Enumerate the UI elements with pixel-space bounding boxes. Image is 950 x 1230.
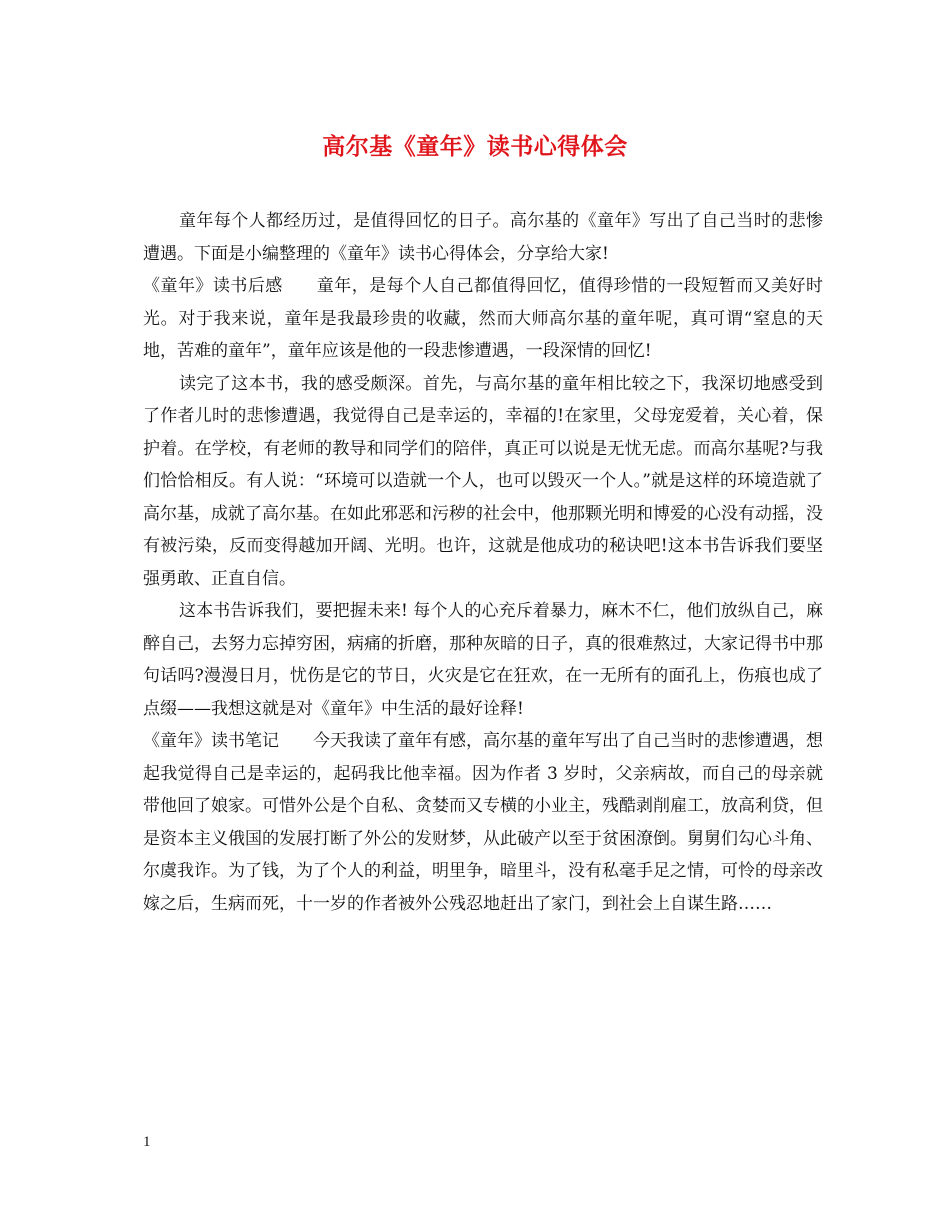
section-text-impressions: 童年，是每个人自己都值得回忆，值得珍惜的一段短暂而又美好时光。对于我来说，童年是我最珍贵的收藏，然而大师高尔基的童年呢，真可谓“窒息的天地，苦难的童年”，童年应该是他的一段悲惨遭遇，一段深情的回忆! bbox=[143, 276, 824, 361]
document-body bbox=[143, 205, 823, 920]
page-number: 1 bbox=[143, 1134, 151, 1150]
intro-paragraph: 童年每个人都经历过，是值得回忆的日子。高尔基的《童年》写出了自己当时的悲惨遭遇。下面是小编整理的《童年》读书心得体会，分享给大家! bbox=[143, 211, 823, 264]
body-paragraph-3: 这本书告诉我们，要把握未来! 每个人的心充斥着暴力，麻木不仁，他们放纵自己，麻醉自己，去努力忘掉穷困，病痛的折磨，那种灰暗的日子，真的很难熬过，大家记得书中那句话吗?漫漫日月，忧伤是它的节日，火灾是它在狂欢，在一无所有的面孔上，伤痕也成了点缀——我想这就是对《童年》中生活的最好诠释! bbox=[143, 601, 823, 719]
section-label-notes: 《童年》读书笔记 bbox=[143, 731, 279, 751]
section-reading-impressions bbox=[143, 270, 823, 368]
section-reading-notes bbox=[143, 725, 823, 920]
body-paragraph-2: 读完了这本书，我的感受颇深。首先，与高尔基的童年相比较之下，我深切地感受到了作者儿时的悲惨遭遇，我觉得自己是幸运的，幸福的!在家里，父母宠爱着，关心着，保护着。在学校，有老师的教导和同学们的陪伴，真正可以说是无忧无虑。而高尔基呢?与我们恰恰相反。有人说：“环境可以造就一个人，也可以毁灭一个人。”就是这样的环境造就了高尔基，成就了高尔基。在如此邪恶和污秽的社会中，他那颗光明和博爱的心没有动摇，没有被污染，反而变得越加开阔、光明。也许，这就是他成功的秘诀吧!这本书告诉我们要坚强勇敢、正直自信。 bbox=[143, 373, 823, 589]
page-title: 高尔基《童年》读书心得体会 bbox=[322, 133, 628, 160]
section-text-notes: 今天我读了童年有感，高尔基的童年写出了自己当时的悲惨遭遇，想起我觉得自己是幸运的，起码我比他幸福。因为作者 3 岁时，父亲病故，而自己的母亲就带他回了娘家。可惜外公是个自私、贪婪而又专横的小业主，残酷剥削雇工，放高利贷，但是资本主义俄国的发展打断了外公的发财梦，从此破产以至于贫困潦倒。舅舅们勾心斗角、尔虞我诈。为了钱，为了个人的利益，明里争，暗里斗，没有私毫手足之情，可怜的母亲改嫁之后，生病而死，十一岁的作者被外公残忍地赶出了家门，到社会上自谋生路…… bbox=[143, 731, 823, 914]
section-label-impressions: 《童年》读书后感 bbox=[143, 276, 283, 296]
